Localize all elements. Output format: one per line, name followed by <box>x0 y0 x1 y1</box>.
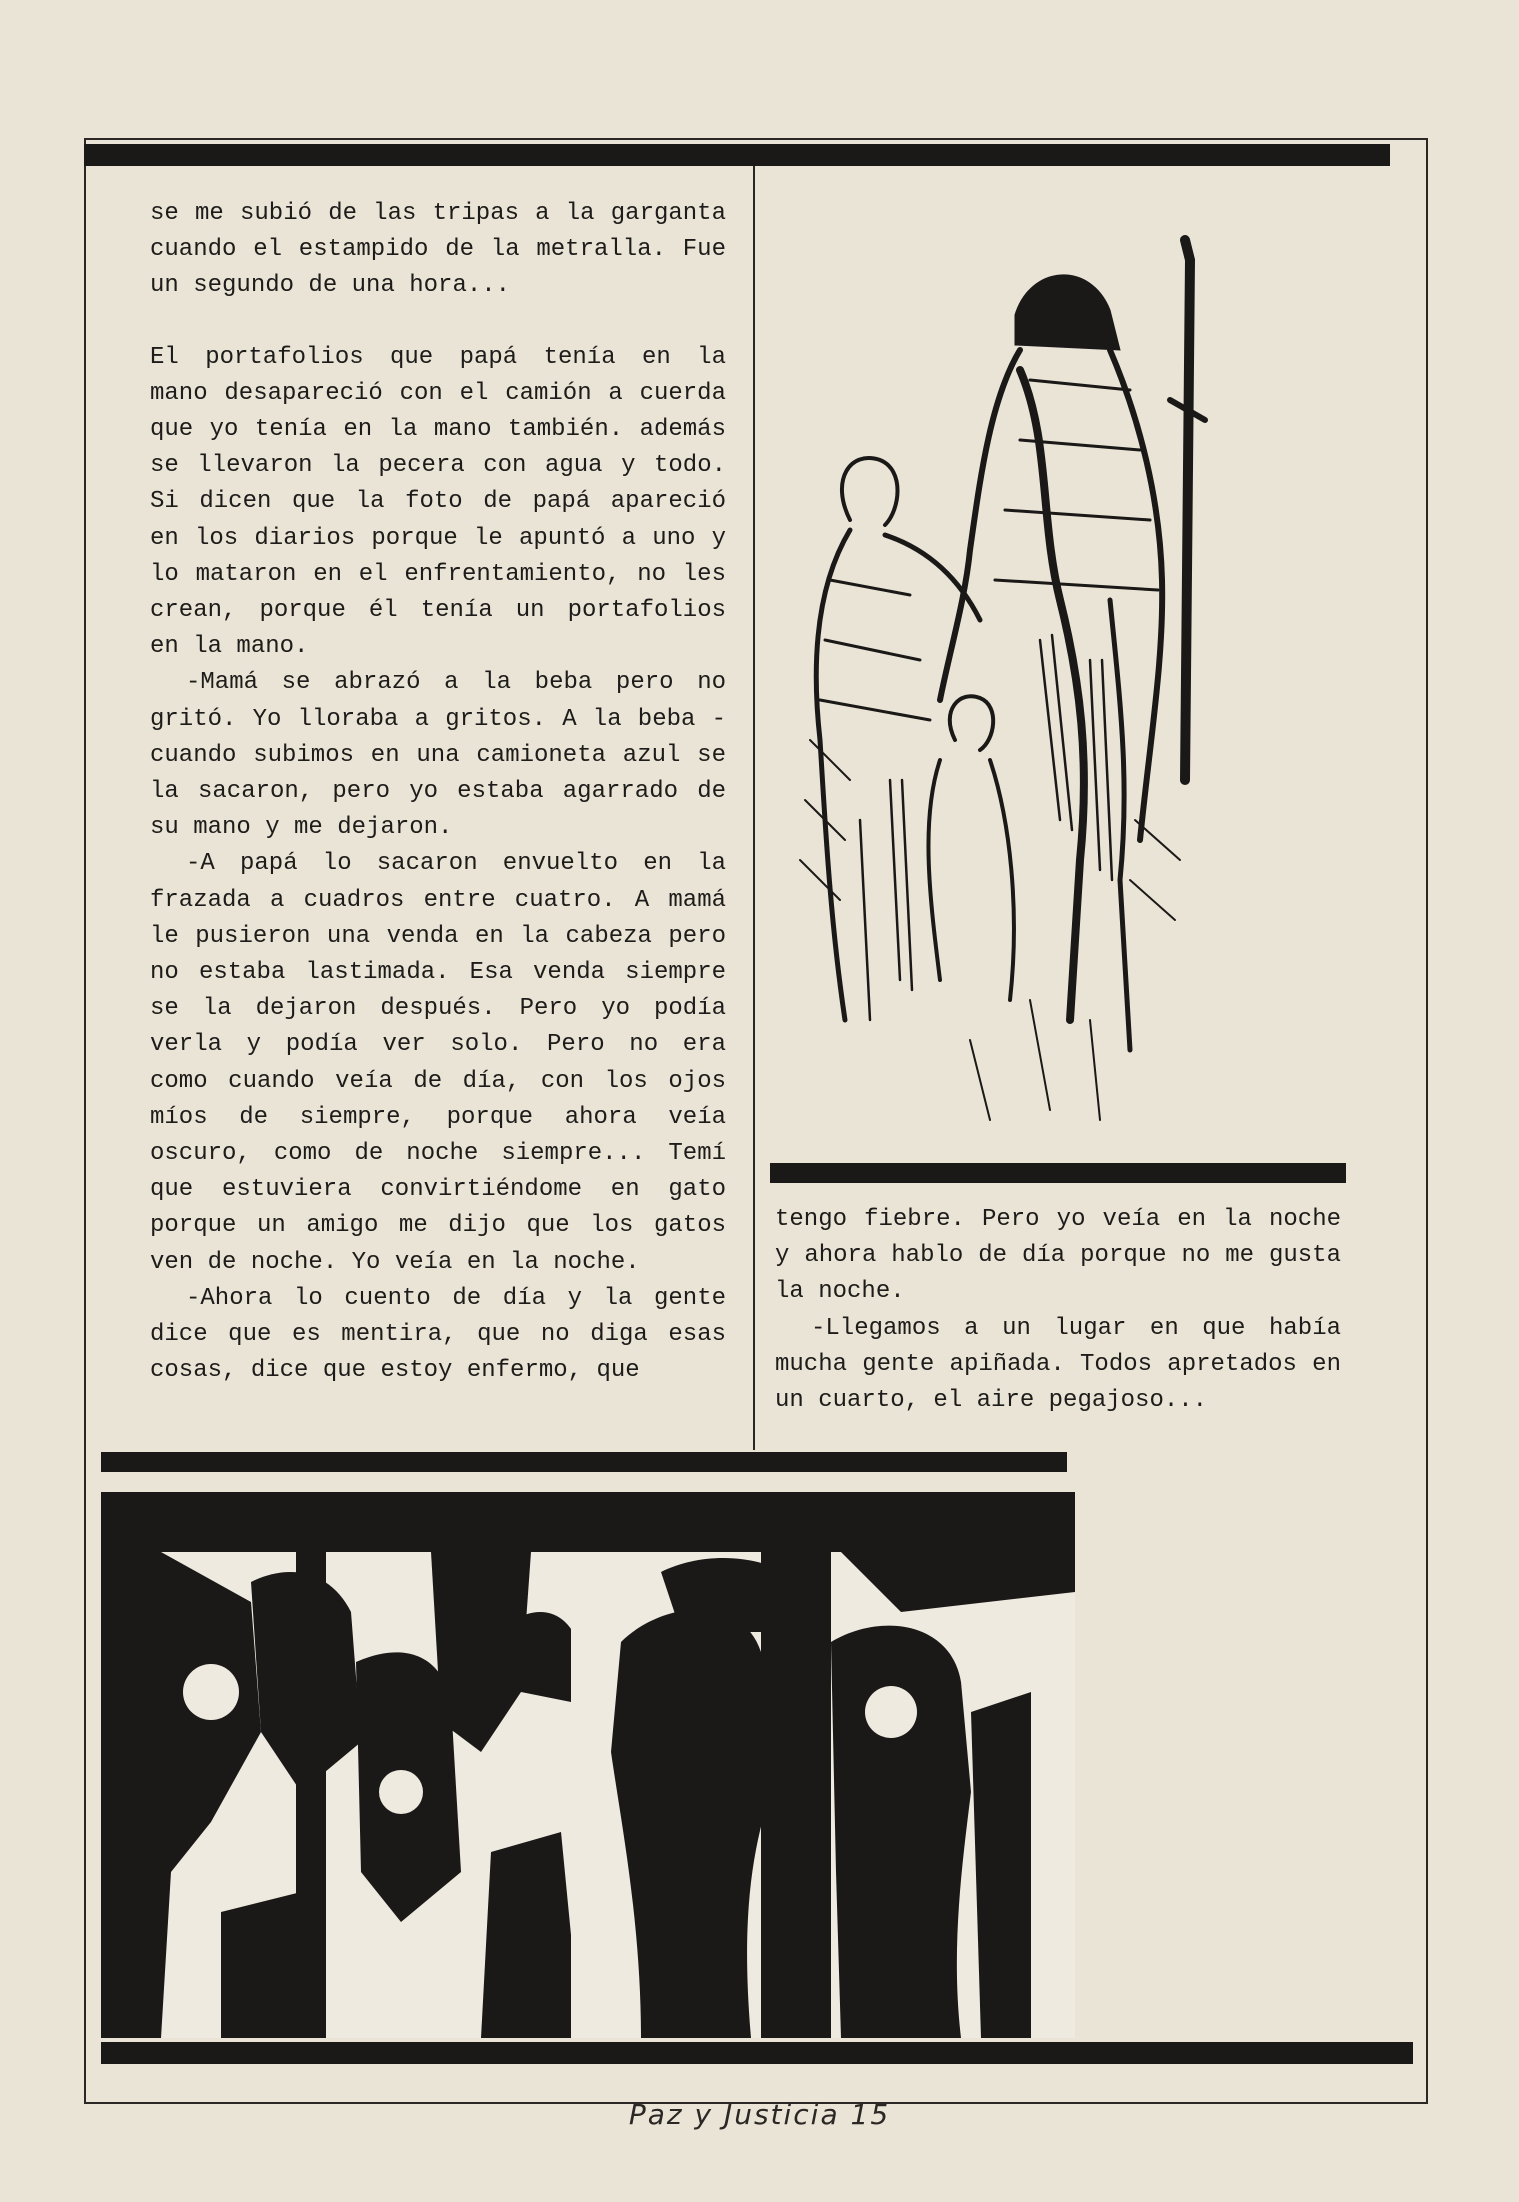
column-divider <box>753 166 755 1450</box>
photo-top-rule <box>101 1452 1067 1472</box>
paragraph: -Mamá se abrazó a la beba pero no gritó. Yo lloraba a gritos. A la beba -cuando subimos en una camioneta azul se la sacaron, pero yo estaba agarrado de su mano y me dejaron. <box>150 669 726 842</box>
paragraph: -A papá lo sacaron envuelto en la frazada a cuadros entre cuatro. A mamá le pusieron una venda en la cabeza pero no estaba lastimada. Esa venda siempre se la dejaron después. Pero yo podía verla y podía ver solo. Pero no era como cuando veía de día, con los ojos míos de siempre, porque ahora veía oscuro, como de noche siempre... Temí que estuviera convirtiéndome en gato porque un amigo me dijo que los gatos ven de noche. Yo veía en la noche. <box>150 850 726 1276</box>
bottom-rule <box>101 2042 1413 2064</box>
halftone-photo-soldiers <box>101 1492 1075 2038</box>
page-footer: Paz y Justicia 15 <box>628 2098 891 2131</box>
paragraph: -Ahora lo cuento de día y la gente dice que es mentira, que no diga esas cosas, dice que estoy enfermo, que <box>150 1284 726 1385</box>
left-column <box>150 196 726 1390</box>
ink-sketch-soldier-detaining-man <box>790 220 1230 1130</box>
paragraph: El portafolios que papá tenía en la mano desapareció con el camión a cuerda que yo tenía en la mano también. además se llevaron la pecera con agua y todo. Si dicen que la foto de papá apareció en los diarios porque le apuntó a uno y lo mataron en el enfrentamiento, no les crean, porque él tenía un portafolios en la mano. <box>150 343 726 661</box>
right-column <box>775 1202 1341 1419</box>
paragraph: -Llegamos a un lugar en que había mucha gente apiñada. Todos apretados en un cuarto, el aire pegajoso... <box>775 1314 1341 1415</box>
section-rule <box>770 1163 1346 1183</box>
top-rule <box>84 144 1390 166</box>
paragraph: se me subió de las tripas a la garganta cuando el estampido de la metralla. Fue un segundo de una hora... <box>150 200 726 300</box>
paragraph: tengo fiebre. Pero yo veía en la noche y ahora hablo de día porque no me gusta la noche. <box>775 1206 1341 1306</box>
